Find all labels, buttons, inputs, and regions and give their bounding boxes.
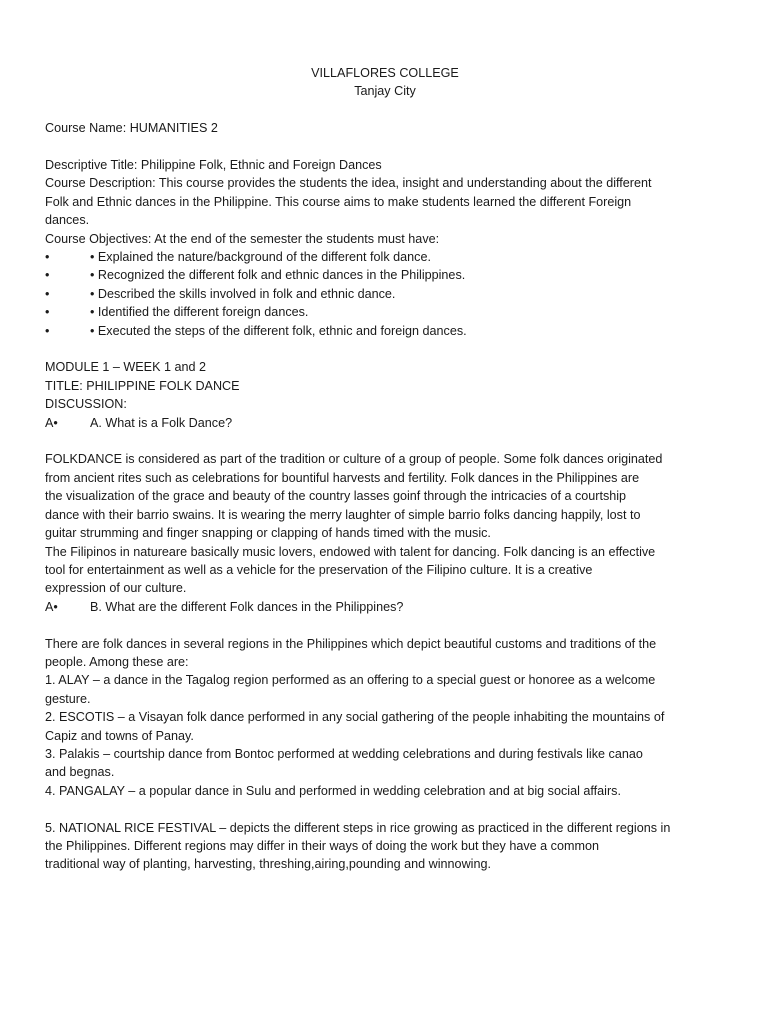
objective-text: • Identified the different foreign dances.	[90, 305, 309, 320]
description-line: Folk and Ethnic dances in the Philippine. This course aims to make students learned the different Foreign	[45, 194, 632, 209]
discussion-label: DISCUSSION:	[45, 397, 127, 412]
bullet-icon: •	[45, 250, 50, 265]
college-name: VILLAFLORES COLLEGE	[311, 66, 459, 80]
objective-item	[45, 248, 725, 266]
spacer	[45, 432, 725, 450]
folkdance-paragraph	[45, 450, 725, 597]
dance-item-line: gesture.	[45, 691, 91, 706]
document-page	[45, 64, 725, 874]
dance-item-line: Capiz and towns of Panay.	[45, 728, 194, 743]
spacer	[45, 340, 725, 358]
bullet-icon: •	[45, 268, 50, 283]
spacer	[45, 101, 725, 119]
description-line: dances.	[45, 213, 90, 228]
paragraph-line: expression of our culture.	[45, 581, 187, 596]
dance-item-line: 3. Palakis – courtship dance from Bontoc performed at wedding celebrations and during festivals like canao	[45, 746, 643, 761]
paragraph-line: 5. NATIONAL RICE FESTIVAL – depicts the different steps in rice growing as practiced in the different regions in	[45, 820, 671, 835]
spacer	[45, 800, 725, 818]
spacer	[45, 138, 725, 156]
paragraph-line: There are folk dances in several regions in the Philippines which depict beautiful customs and traditions of the	[45, 636, 657, 651]
objective-text: • Described the skills involved in folk and ethnic dance.	[90, 286, 396, 301]
course-description	[45, 174, 725, 229]
paragraph-line: from ancient rites such as celebrations for bountiful harvests and fertility. Folk dances in the Philippines are	[45, 470, 640, 485]
question-text: A. What is a Folk Dance?	[90, 415, 233, 430]
description-line: Course Description: This course provides the students the idea, insight and understanding about the different	[45, 176, 652, 191]
objective-item	[45, 285, 725, 303]
question-text: B. What are the different Folk dances in the Philippines?	[90, 599, 404, 614]
module-heading: MODULE 1 – WEEK 1 and 2	[45, 360, 206, 375]
paragraph-line: The Filipinos in natureare basically music lovers, endowed with talent for dancing. Folk dancing is an effective	[45, 544, 656, 559]
descriptive-title: Descriptive Title: Philippine Folk, Ethnic and Foreign Dances	[45, 158, 382, 172]
paragraph-line: people. Among these are:	[45, 654, 189, 669]
question-a	[45, 414, 725, 432]
objective-item	[45, 266, 725, 284]
objective-item	[45, 303, 725, 321]
paragraph-line: traditional way of planting, harvesting, threshing,airing,pounding and winnowing.	[45, 857, 491, 872]
question-marker: A•	[45, 599, 58, 614]
question-b	[45, 598, 725, 616]
paragraph-line: the Philippines. Different regions may differ in their ways of doing the work but they have a common	[45, 838, 599, 853]
objective-text: • Executed the steps of the different folk, ethnic and foreign dances.	[90, 323, 467, 338]
festival-paragraph	[45, 819, 725, 874]
module-title: TITLE: PHILIPPINE FOLK DANCE	[45, 378, 240, 393]
dance-item-line: 1. ALAY – a dance in the Tagalog region performed as an offering to a special guest or honoree as a welcome	[45, 673, 656, 688]
objective-text: • Recognized the different folk and ethnic dances in the Philippines.	[90, 268, 466, 283]
objectives-intro: Course Objectives: At the end of the semester the students must have:	[45, 231, 440, 246]
paragraph-line: the visualization of the grace and beauty of the country lasses goinf through the intricacies of a courtship	[45, 489, 627, 504]
course-name: Course Name: HUMANITIES 2	[45, 121, 218, 136]
college-city: Tanjay City	[354, 84, 416, 99]
paragraph-line: guitar strumming and finger snapping or clapping of hands timed with the music.	[45, 526, 491, 541]
objective-item	[45, 322, 725, 340]
objective-text: • Explained the nature/background of the different folk dance.	[90, 250, 431, 265]
bullet-icon: •	[45, 323, 50, 338]
question-marker: A•	[45, 415, 58, 430]
spacer	[45, 616, 725, 634]
objectives-list	[45, 248, 725, 340]
bullet-icon: •	[45, 305, 50, 320]
dance-item-line: 4. PANGALAY – a popular dance in Sulu and performed in wedding celebration and at big social affairs.	[45, 783, 621, 798]
dance-item-line: 2. ESCOTIS – a Visayan folk dance performed in any social gathering of the people inhabiting the mountains of	[45, 710, 665, 725]
dance-item-line: and begnas.	[45, 765, 115, 780]
bullet-icon: •	[45, 286, 50, 301]
paragraph-line: tool for entertainment as well as a vehicle for the preservation of the Filipino culture. It is a creative	[45, 562, 593, 577]
paragraph-line: dance with their barrio swains. It is wearing the merry laughter of simple barrio folks dancing happily, lost to	[45, 507, 641, 522]
paragraph-line: FOLKDANCE is considered as part of the tradition or culture of a group of people. Some folk dances originated	[45, 452, 663, 467]
regions-paragraph	[45, 635, 725, 801]
